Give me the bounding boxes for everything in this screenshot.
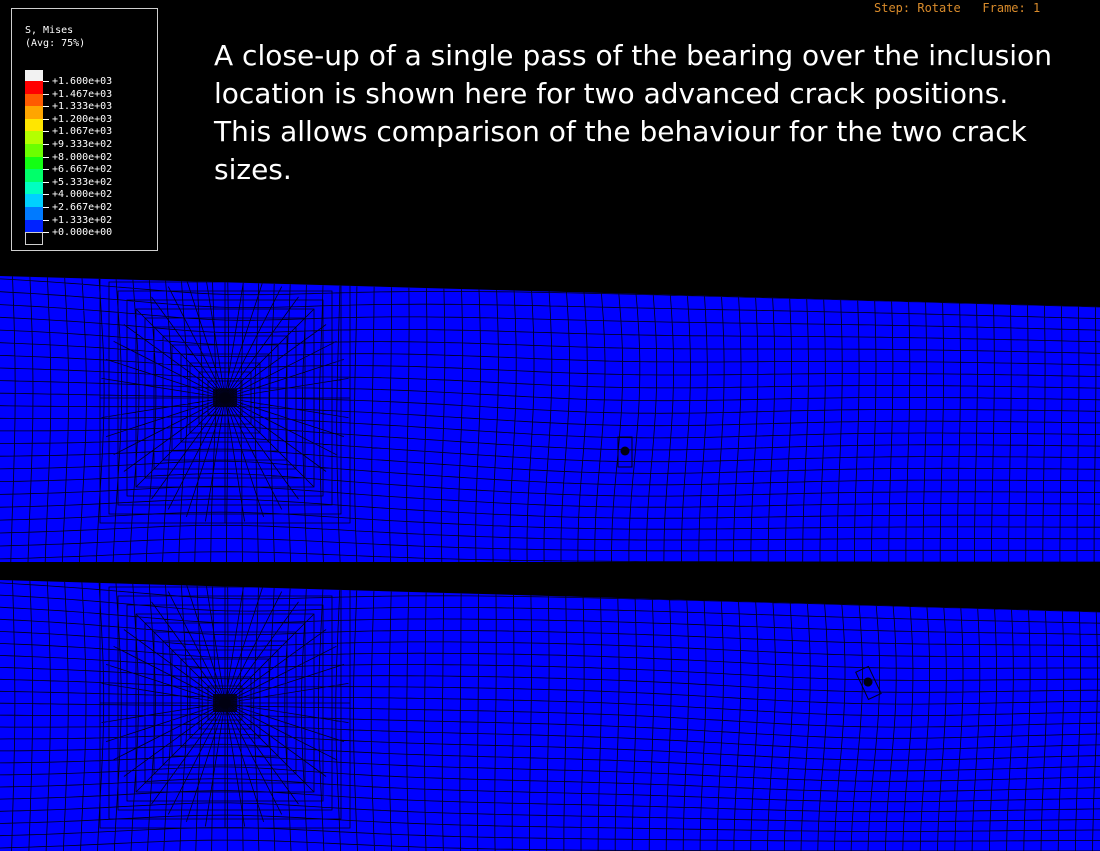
legend-value: +1.333e+02 [52, 214, 113, 226]
legend-value: +6.667e+02 [52, 164, 113, 176]
caption-text: A close-up of a single pass of the bearing over the inclusion location is shown here for two advanced crack positions. This allows comparison of the behaviour for the two crack sizes. [214, 39, 1052, 186]
legend-tick [43, 232, 49, 233]
legend-tick [43, 182, 49, 183]
legend-tick [43, 131, 49, 132]
legend-tick [43, 119, 49, 120]
status-bar [874, 0, 1040, 16]
legend-swatch [25, 81, 43, 94]
legend-tick [43, 81, 49, 82]
legend-value: +8.000e+02 [52, 151, 113, 163]
legend-swatch-top [25, 70, 43, 81]
legend-swatch [25, 220, 43, 233]
legend-swatch [25, 157, 43, 170]
mesh-panel-top[interactable] [0, 273, 1100, 562]
legend-value: +0.000e+00 [52, 227, 113, 239]
stress-legend [11, 8, 158, 251]
legend-tick [43, 194, 49, 195]
legend-swatch [25, 106, 43, 119]
legend-value: +4.000e+02 [52, 189, 113, 201]
legend-value: +1.600e+03 [52, 76, 113, 87]
legend-tick [43, 144, 49, 145]
legend-swatch [25, 232, 43, 245]
legend-tick [43, 106, 49, 107]
legend-swatch [25, 144, 43, 157]
legend-title: S, Mises [25, 25, 74, 36]
frame-label: Frame: 1 [982, 1, 1041, 15]
legend-value: +9.333e+02 [52, 139, 113, 150]
mesh-panel-bottom[interactable] [0, 578, 1100, 851]
step-label: Step: Rotate [874, 1, 961, 15]
bearing-contact-core [213, 389, 237, 407]
legend-swatch [25, 131, 43, 144]
legend-swatch [25, 169, 43, 182]
legend-value: +1.467e+03 [52, 88, 113, 100]
legend-subtitle: (Avg: 75%) [25, 38, 86, 49]
legend-swatch [25, 182, 43, 195]
legend-tick [43, 220, 49, 221]
legend-tick [43, 169, 49, 170]
legend-tick [43, 157, 49, 158]
legend-swatch [25, 207, 43, 220]
legend-entry [25, 227, 155, 245]
bearing-contact-core [213, 694, 237, 712]
legend-swatch [25, 194, 43, 207]
legend-swatch [25, 119, 43, 132]
legend-value: +2.667e+02 [52, 202, 113, 213]
legend-value: +5.333e+02 [52, 176, 113, 188]
legend-swatch [25, 94, 43, 107]
legend-tick [43, 207, 49, 208]
legend-value: +1.067e+03 [52, 126, 113, 138]
legend-tick [43, 94, 49, 95]
legend-value: +1.200e+03 [52, 113, 113, 125]
crack-tip [621, 447, 630, 456]
legend-value: +1.333e+03 [52, 101, 113, 113]
